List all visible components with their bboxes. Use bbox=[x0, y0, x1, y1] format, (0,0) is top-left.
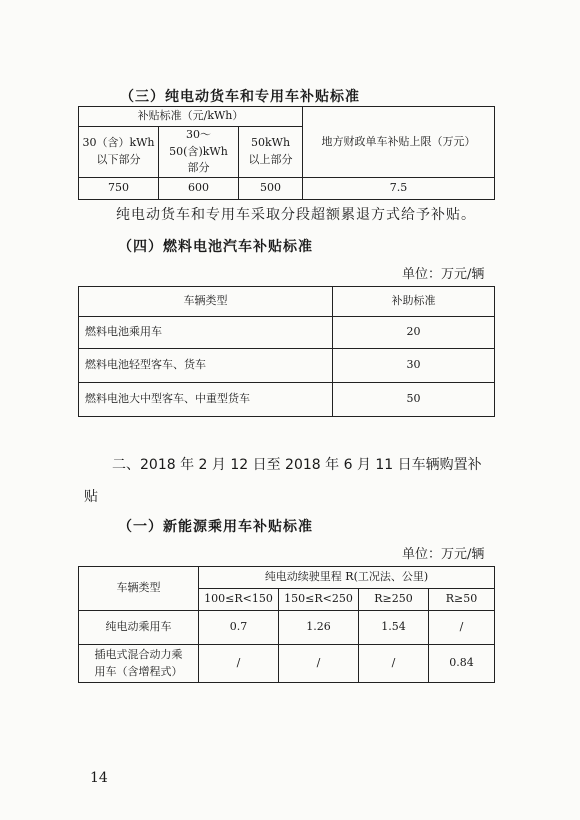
tier3-header: 50kWh 以上部分 bbox=[239, 127, 303, 178]
nev-passenger-subsidy-table bbox=[78, 566, 495, 683]
table-row-value: 1.26 bbox=[279, 611, 359, 645]
vehicle-type-header: 车辆类型 bbox=[79, 287, 333, 317]
table-row-label: 燃料电池大中型客车、中重型货车 bbox=[79, 383, 333, 417]
table-row-value: 50 bbox=[333, 383, 495, 417]
subsidy-header: 补助标准 bbox=[333, 287, 495, 317]
table-row-value: 1.54 bbox=[359, 611, 429, 645]
tier2-header: 30～50(含)kWh 部分 bbox=[159, 127, 239, 178]
table-row-label: 燃料电池轻型客车、货车 bbox=[79, 349, 333, 383]
tier1-value: 750 bbox=[79, 177, 159, 199]
table-row-value: 30 bbox=[333, 349, 495, 383]
range-header: R≥250 bbox=[359, 589, 429, 611]
tier1-header: 30（含）kWh 以下部分 bbox=[79, 127, 159, 178]
tier3-value: 500 bbox=[239, 177, 303, 199]
local-cap-value: 7.5 bbox=[303, 177, 495, 199]
table-row-label: 插电式混合动力乘 用车（含增程式） bbox=[79, 645, 199, 683]
ev-truck-subsidy-table bbox=[78, 106, 495, 200]
range-header: 100≤R<150 bbox=[199, 589, 279, 611]
range-group-header: 纯电动续驶里程 R(工况法、公里) bbox=[199, 567, 495, 589]
section-heading-nev-passenger: （一）新能源乘用车补贴标准 bbox=[118, 519, 313, 535]
table-row-value: / bbox=[359, 645, 429, 683]
table-row-value: 0.84 bbox=[429, 645, 495, 683]
range-header: 150≤R<250 bbox=[279, 589, 359, 611]
table-row-label: 燃料电池乘用车 bbox=[79, 317, 333, 349]
section-heading-ev-trucks: （三）纯电动货车和专用车补贴标准 bbox=[120, 89, 360, 105]
section-heading-fuel-cell: （四）燃料电池汽车补贴标准 bbox=[118, 239, 313, 255]
page-number: 14 bbox=[90, 770, 108, 786]
unit-label-2: 单位：万元/辆 bbox=[402, 547, 485, 562]
unit-label: 单位：万元/辆 bbox=[402, 267, 485, 282]
vehicle-type-header: 车辆类型 bbox=[79, 567, 199, 611]
table-row-value: 0.7 bbox=[199, 611, 279, 645]
part-two-title: 二、2018 年 2 月 12 日至 2018 年 6 月 11 日车辆购置补 bbox=[112, 457, 482, 473]
part-two-title-cont: 贴 bbox=[84, 489, 98, 505]
local-cap-header: 地方财政单车补贴上限（万元） bbox=[303, 107, 495, 178]
table-row-value: / bbox=[279, 645, 359, 683]
table-row-value: / bbox=[199, 645, 279, 683]
table-row-value: 20 bbox=[333, 317, 495, 349]
ev-truck-note: 纯电动货车和专用车采取分段超额累退方式给予补贴。 bbox=[116, 207, 476, 223]
table-row-label: 纯电动乘用车 bbox=[79, 611, 199, 645]
fuel-cell-subsidy-table bbox=[78, 286, 495, 417]
table-row-value: / bbox=[429, 611, 495, 645]
range-header: R≥50 bbox=[429, 589, 495, 611]
subsidy-standard-header: 补贴标准（元/kWh） bbox=[79, 107, 303, 127]
tier2-value: 600 bbox=[159, 177, 239, 199]
